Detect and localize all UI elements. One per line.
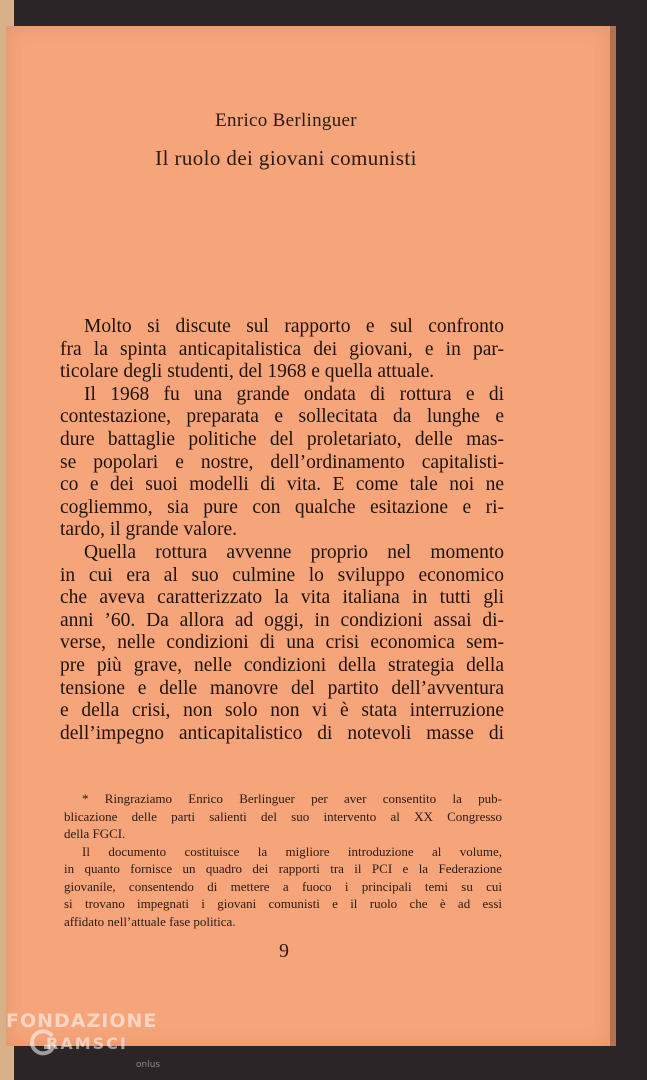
footnote-line: * Ringraziamo Enrico Berlinguer per aver consentito la pub- [82, 791, 502, 806]
footnote-line: si trovano impegnati i giovani comunisti e il ruolo che è ad essi [64, 896, 502, 911]
page-number: 9 [279, 940, 289, 962]
body-line: in cui era al suo culmine lo sviluppo economico [60, 564, 504, 586]
watermark-onlus: onlus [136, 1060, 161, 1070]
footnote-line: della FGCI. [64, 826, 126, 841]
footnote-line: affidato nell’attuale fase politica. [64, 913, 236, 929]
author-name: Enrico Berlinguer [215, 110, 357, 131]
watermark-line1: FONDAZIONE [6, 1010, 158, 1032]
watermark-line2: RAMSCI [46, 1034, 128, 1053]
body-line: dell’impegno anticapitalistico di notevoli masse di [60, 722, 504, 744]
body-line: se popolari e nostre, dell’ordinamento capitalisti- [60, 451, 504, 473]
body-line: co e dei suoi modelli di vita. E come tale noi ne [60, 474, 504, 496]
body-line: contestazione, preparata e sollecitata da lunghe e [60, 406, 504, 428]
body-line: e della crisi, non solo non vi è stata interruzione [60, 700, 504, 722]
body-line: Molto si discute sul rapporto e sul confronto [84, 316, 504, 337]
watermark-logo [6, 1010, 166, 1080]
footnotes [64, 790, 502, 930]
body-line: che aveva caratterizzato la vita italiana in tutti gli [60, 587, 504, 609]
body-line: fra la spinta anticapitalistica dei giovani, e in par- [60, 338, 504, 360]
book-page [6, 26, 610, 1046]
body-line: cogliemmo, sia pure con qualche esitazione e ri- [60, 496, 504, 518]
body-line: Quella rottura avvenne proprio nel momento [84, 541, 504, 563]
body-line: anni ’60. Da allora ad oggi, in condizioni assai di- [60, 609, 504, 631]
footnote-line: Il documento costituisce la migliore introduzione al volume, [82, 843, 502, 859]
body-line: Il 1968 fu una grande ondata di rottura e di [84, 383, 504, 405]
body-line: pre più grave, nelle condizioni della strategia della [60, 654, 504, 676]
body-text [60, 316, 504, 745]
body-line: dure battaglie politiche del proletariato, delle mas- [60, 428, 504, 450]
footnote-line: giovanile, consentendo di mettere a fuoco i principali temi su cui [64, 878, 502, 894]
body-line: verse, nelle condizioni di una crisi economica sem- [60, 632, 504, 654]
chapter-title: Il ruolo dei giovani comunisti [155, 146, 417, 170]
footnote-line: in quanto fornisce un quadro dei rapporti tra il PCI e la Federazione [64, 861, 502, 876]
body-line: ticolare degli studenti, del 1968 e quella attuale. [60, 361, 435, 383]
body-line: tardo, il grande valore. [60, 519, 238, 541]
footnote-line: blicazione delle parti salienti del suo intervento al XX Congresso [64, 808, 502, 824]
page-right-edge [610, 26, 616, 1046]
body-line: tensione e delle manovre del partito dell’avventura [60, 677, 504, 699]
